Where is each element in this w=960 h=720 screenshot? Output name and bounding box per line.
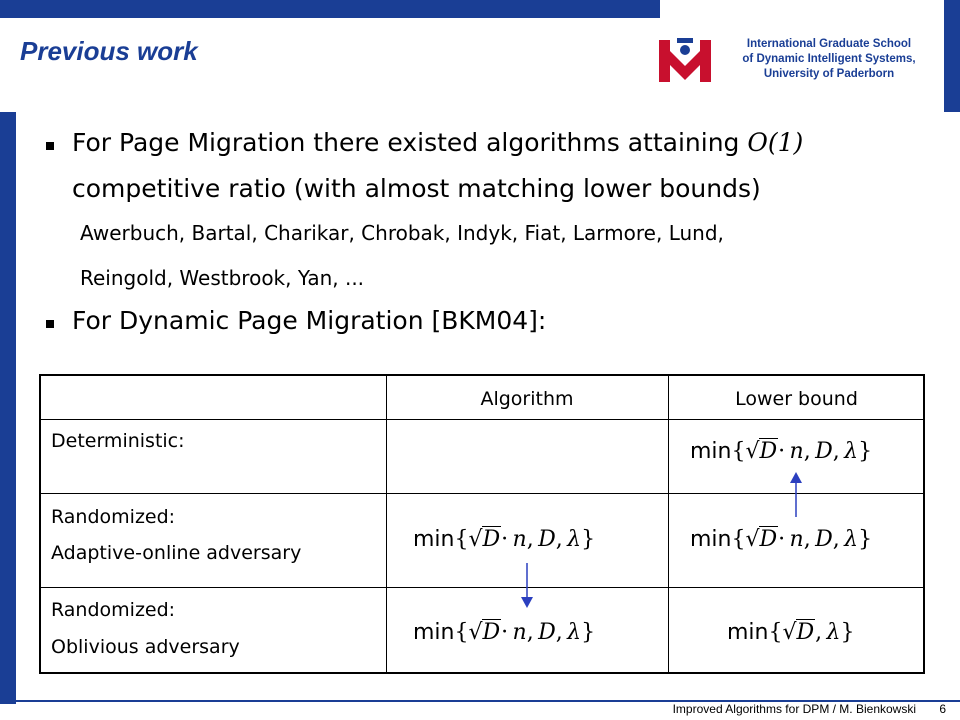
algorithm-formula: min{√D· n, D, λ} — [413, 527, 596, 552]
row-label: Randomized: — [51, 599, 176, 621]
right-frame-bar — [944, 0, 960, 112]
row-label: Randomized: — [51, 506, 176, 528]
arrow-down-icon — [520, 563, 534, 609]
row-label: Deterministic: — [51, 430, 185, 452]
table-divider — [41, 419, 923, 420]
lower-bound-formula: min{√D· n, D, λ} — [690, 527, 873, 552]
university-logo-icon — [659, 36, 711, 86]
page-title: Previous work — [20, 36, 198, 66]
results-table — [39, 374, 925, 674]
bullet-1-line-2: competitive ratio (with almost matching lower bounds) — [72, 174, 761, 203]
page-number: 6 — [939, 702, 946, 716]
institution-line-1: International Graduate School — [746, 38, 912, 50]
row-sublabel: Adaptive-online adversary — [51, 542, 302, 564]
references-line-1: Awerbuch, Bartal, Charikar, Chrobak, Indyk, Fiat, Larmore, Lund, — [80, 221, 724, 245]
top-left-frame-bar — [0, 0, 660, 18]
algorithm-formula: min{√D· n, D, λ} — [413, 620, 596, 645]
header-algorithm: Algorithm — [480, 388, 574, 410]
institution-line-3: University of Paderborn — [763, 68, 895, 80]
references-line-2: Reingold, Westbrook, Yan, ... — [80, 266, 365, 290]
left-frame-bar — [0, 112, 16, 704]
bullet-marker-2 — [46, 320, 54, 328]
institution-line-2: of Dynamic Intelligent Systems, — [742, 53, 916, 65]
institution-name — [718, 37, 940, 82]
row-sublabel: Oblivious adversary — [51, 636, 240, 658]
table-divider — [386, 376, 387, 672]
bullet-marker-1 — [46, 142, 54, 150]
arrow-up-icon — [789, 471, 803, 517]
bullet-1-text: For Page Migration there existed algorithms attaining — [72, 128, 740, 157]
lower-bound-formula: min{√D, λ} — [727, 620, 855, 645]
bullet-1-line-1 — [72, 128, 803, 157]
footer-text: Improved Algorithms for DPM / M. Bienkowski — [672, 702, 916, 716]
big-o-notation: O(1) — [747, 128, 804, 157]
header-lower-bound: Lower bound — [735, 388, 858, 410]
table-divider — [41, 587, 923, 588]
lower-bound-formula: min{√D· n, D, λ} — [690, 439, 873, 464]
bullet-2-text: For Dynamic Page Migration [BKM04]: — [72, 306, 547, 335]
table-divider — [668, 376, 669, 672]
